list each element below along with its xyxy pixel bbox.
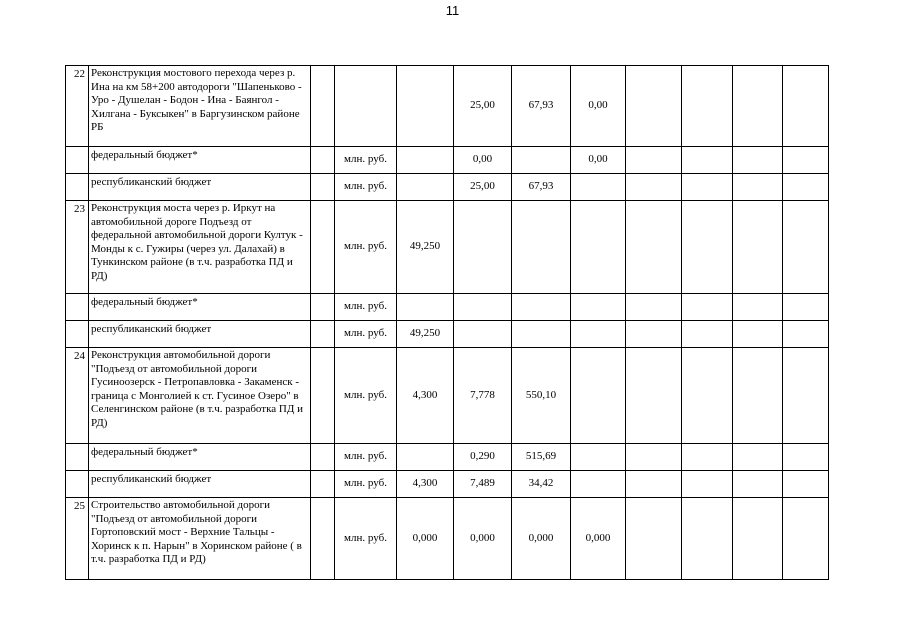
empty-cell — [311, 174, 335, 201]
empty-cell — [682, 348, 733, 444]
empty-cell — [733, 444, 783, 471]
row-name: Реконструкция автомобильной дороги "Подъезд от автомобильной дороги Гусиноозерск - Петропавловка - Закаменск - граница с Монголией к ст. Гусиное Озеро" в Селенгинском районе (в т.ч. разработка ПД и РД) — [89, 348, 311, 444]
value-cell: 25,00 — [454, 66, 512, 147]
value-cell — [512, 321, 571, 348]
row-name: республиканский бюджет — [89, 321, 311, 348]
empty-cell — [626, 471, 682, 498]
unit-cell: млн. руб. — [335, 444, 397, 471]
empty-cell — [733, 66, 783, 147]
value-cell — [454, 321, 512, 348]
empty-cell — [626, 348, 682, 444]
value-cell — [571, 444, 626, 471]
value-cell — [571, 348, 626, 444]
value-cell: 7,778 — [454, 348, 512, 444]
row-number: 25 — [66, 498, 89, 580]
row-number — [66, 147, 89, 174]
empty-cell — [733, 174, 783, 201]
empty-cell — [783, 201, 829, 294]
value-cell — [571, 201, 626, 294]
value-cell: 67,93 — [512, 174, 571, 201]
row-name: республиканский бюджет — [89, 471, 311, 498]
value-cell — [571, 174, 626, 201]
empty-cell — [783, 498, 829, 580]
value-cell: 0,00 — [571, 147, 626, 174]
row-name: Строительство автомобильной дороги "Подъезд от автомобильной дороги Гортоповский мост - Верхние Тальцы - Хоринск к п. Нарын" в Хоринском районе ( в т.ч. разработка ПД и РД) — [89, 498, 311, 580]
empty-cell — [626, 294, 682, 321]
empty-cell — [733, 471, 783, 498]
table-row — [66, 174, 829, 201]
empty-cell — [783, 471, 829, 498]
value-cell: 49,250 — [397, 201, 454, 294]
unit-cell: млн. руб. — [335, 321, 397, 348]
empty-cell — [682, 321, 733, 348]
value-cell: 0,000 — [571, 498, 626, 580]
table-row — [66, 498, 829, 580]
value-cell — [397, 444, 454, 471]
empty-cell — [626, 201, 682, 294]
row-number — [66, 444, 89, 471]
empty-cell — [783, 147, 829, 174]
value-cell: 4,300 — [397, 348, 454, 444]
empty-cell — [682, 444, 733, 471]
value-cell: 515,69 — [512, 444, 571, 471]
value-cell: 0,000 — [512, 498, 571, 580]
empty-cell — [682, 66, 733, 147]
row-name: республиканский бюджет — [89, 174, 311, 201]
value-cell — [571, 294, 626, 321]
unit-cell: млн. руб. — [335, 174, 397, 201]
table-row — [66, 471, 829, 498]
value-cell: 0,00 — [571, 66, 626, 147]
empty-cell — [311, 147, 335, 174]
empty-cell — [682, 294, 733, 321]
value-cell — [512, 201, 571, 294]
empty-cell — [311, 66, 335, 147]
empty-cell — [311, 498, 335, 580]
value-cell — [397, 294, 454, 321]
row-name: федеральный бюджет* — [89, 444, 311, 471]
empty-cell — [626, 66, 682, 147]
empty-cell — [626, 321, 682, 348]
value-cell: 7,489 — [454, 471, 512, 498]
empty-cell — [311, 294, 335, 321]
unit-cell: млн. руб. — [335, 147, 397, 174]
row-name: федеральный бюджет* — [89, 147, 311, 174]
value-cell: 34,42 — [512, 471, 571, 498]
empty-cell — [626, 147, 682, 174]
table-row — [66, 201, 829, 294]
empty-cell — [783, 294, 829, 321]
empty-cell — [733, 147, 783, 174]
empty-cell — [783, 174, 829, 201]
empty-cell — [682, 498, 733, 580]
value-cell — [397, 147, 454, 174]
empty-cell — [682, 174, 733, 201]
empty-cell — [783, 444, 829, 471]
table-row — [66, 348, 829, 444]
table-row — [66, 321, 829, 348]
table-row — [66, 147, 829, 174]
row-number: 23 — [66, 201, 89, 294]
value-cell — [571, 321, 626, 348]
empty-cell — [626, 498, 682, 580]
empty-cell — [733, 294, 783, 321]
empty-cell — [733, 348, 783, 444]
empty-cell — [733, 321, 783, 348]
empty-cell — [311, 444, 335, 471]
empty-cell — [733, 201, 783, 294]
row-name: Реконструкция мостового перехода через р. Ина на км 58+200 автодороги "Шапеньково - Уро - Душелан - Бодон - Ина - Баянгол - Хилгана - Буксыкен" в Баргузинском районе РБ — [89, 66, 311, 147]
table-row — [66, 444, 829, 471]
value-cell: 0,000 — [397, 498, 454, 580]
value-cell — [512, 147, 571, 174]
value-cell: 0,290 — [454, 444, 512, 471]
empty-cell — [626, 174, 682, 201]
row-number — [66, 471, 89, 498]
unit-cell: млн. руб. — [335, 471, 397, 498]
unit-cell: млн. руб. — [335, 294, 397, 321]
empty-cell — [682, 147, 733, 174]
value-cell — [454, 294, 512, 321]
row-number — [66, 174, 89, 201]
value-cell: 550,10 — [512, 348, 571, 444]
value-cell — [571, 471, 626, 498]
value-cell: 0,000 — [454, 498, 512, 580]
unit-cell: млн. руб. — [335, 201, 397, 294]
page-number: 11 — [445, 3, 460, 18]
budget-table — [65, 65, 829, 580]
value-cell — [454, 201, 512, 294]
value-cell — [512, 294, 571, 321]
value-cell — [397, 66, 454, 147]
row-name: Реконструкция моста через р. Иркут на автомобильной дороге Подъезд от федеральной автомобильной дороги Култук - Монды к с. Гужиры (через ул. Далахай) в Тункинском районе (в т.ч. разработка ПД и РД) — [89, 201, 311, 294]
unit-cell — [335, 66, 397, 147]
table-row — [66, 294, 829, 321]
row-name: федеральный бюджет* — [89, 294, 311, 321]
row-number — [66, 321, 89, 348]
value-cell: 0,00 — [454, 147, 512, 174]
empty-cell — [311, 471, 335, 498]
empty-cell — [626, 444, 682, 471]
empty-cell — [783, 348, 829, 444]
unit-cell: млн. руб. — [335, 348, 397, 444]
unit-cell: млн. руб. — [335, 498, 397, 580]
row-number — [66, 294, 89, 321]
empty-cell — [783, 321, 829, 348]
value-cell: 49,250 — [397, 321, 454, 348]
empty-cell — [783, 66, 829, 147]
table-row — [66, 66, 829, 147]
value-cell: 4,300 — [397, 471, 454, 498]
empty-cell — [311, 321, 335, 348]
empty-cell — [733, 498, 783, 580]
value-cell — [397, 174, 454, 201]
row-number: 24 — [66, 348, 89, 444]
empty-cell — [311, 201, 335, 294]
row-number: 22 — [66, 66, 89, 147]
value-cell: 67,93 — [512, 66, 571, 147]
empty-cell — [682, 471, 733, 498]
empty-cell — [311, 348, 335, 444]
value-cell: 25,00 — [454, 174, 512, 201]
empty-cell — [682, 201, 733, 294]
